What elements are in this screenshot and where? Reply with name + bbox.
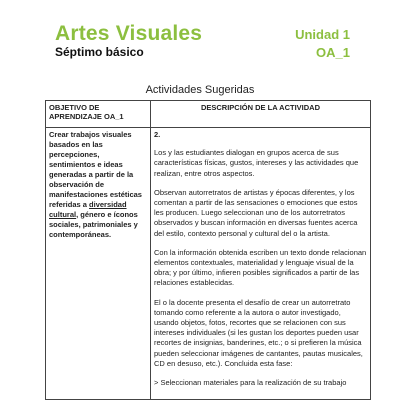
objective-text-1: Crear trabajos visuales basados en las percepciones, sentimientos e ideas generadas a partir de la observación de manifestaciones estéticas referidas a xyxy=(49,130,142,209)
activity-paragraph: Con la información obtenida escriben un texto donde relacionan elementos contextuales, materialidad y lenguaje visual de la obra; y por último, infieren posibles significados a partir de las relaciones establecidas. xyxy=(154,247,367,288)
document-header xyxy=(0,0,400,70)
objective-code: OA_1 xyxy=(316,45,350,60)
unit-label: Unidad 1 xyxy=(295,27,350,42)
objective-text-2: , género e íconos sociales, patrimoniales y contemporáneas. xyxy=(49,210,138,239)
activity-paragraph: Observan autorretratos de artistas y épocas diferentes, y los comentan a partir de las sensaciones o emociones que estos les producen. Luego seleccionan uno de los autorretratos observados y buscan información en diversas fuentes acerca del estilo, contexto personal y cultural del o la artista. xyxy=(154,187,358,238)
grade-label: Séptimo básico xyxy=(55,45,144,59)
objective-column-header: OBJETIVO DE APRENDIZAJE OA_1 xyxy=(46,101,151,128)
activities-table xyxy=(45,100,371,400)
table-row xyxy=(46,128,371,400)
description-cell xyxy=(151,128,371,400)
table-header-row xyxy=(46,101,371,128)
objective-underlined-term: diversidad cultural xyxy=(49,200,127,219)
description-column-header: DESCRIPCIÓN DE LA ACTIVIDAD xyxy=(151,101,371,128)
activity-number: 2. xyxy=(154,130,161,139)
activity-paragraph: Los y las estudiantes dialogan en grupos acerca de sus características físicas, gustos, intereses y las actividades que realizan, entre otros aspectos. xyxy=(154,148,359,178)
activity-paragraph: El o la docente presenta el desafío de crear un autorretrato tomando como referente a la autora o autor investigado, usando objetos, fotos, recortes que se relacionen con sus intereses individuales (si les gustan los deportes pueden usar recortes de insignias, banderines, etc.; o si prefieren la música pueden seleccionar imágenes de cantantes, pautas musicales, CD en desuso, etc.). Concluida esta fase: xyxy=(154,297,363,368)
section-title: Actividades Sugeridas xyxy=(145,84,255,96)
objective-cell xyxy=(46,128,151,400)
subject-title: Artes Visuales xyxy=(55,22,203,45)
activity-paragraph: > Seleccionan materiales para la realización de su trabajo xyxy=(154,378,347,388)
